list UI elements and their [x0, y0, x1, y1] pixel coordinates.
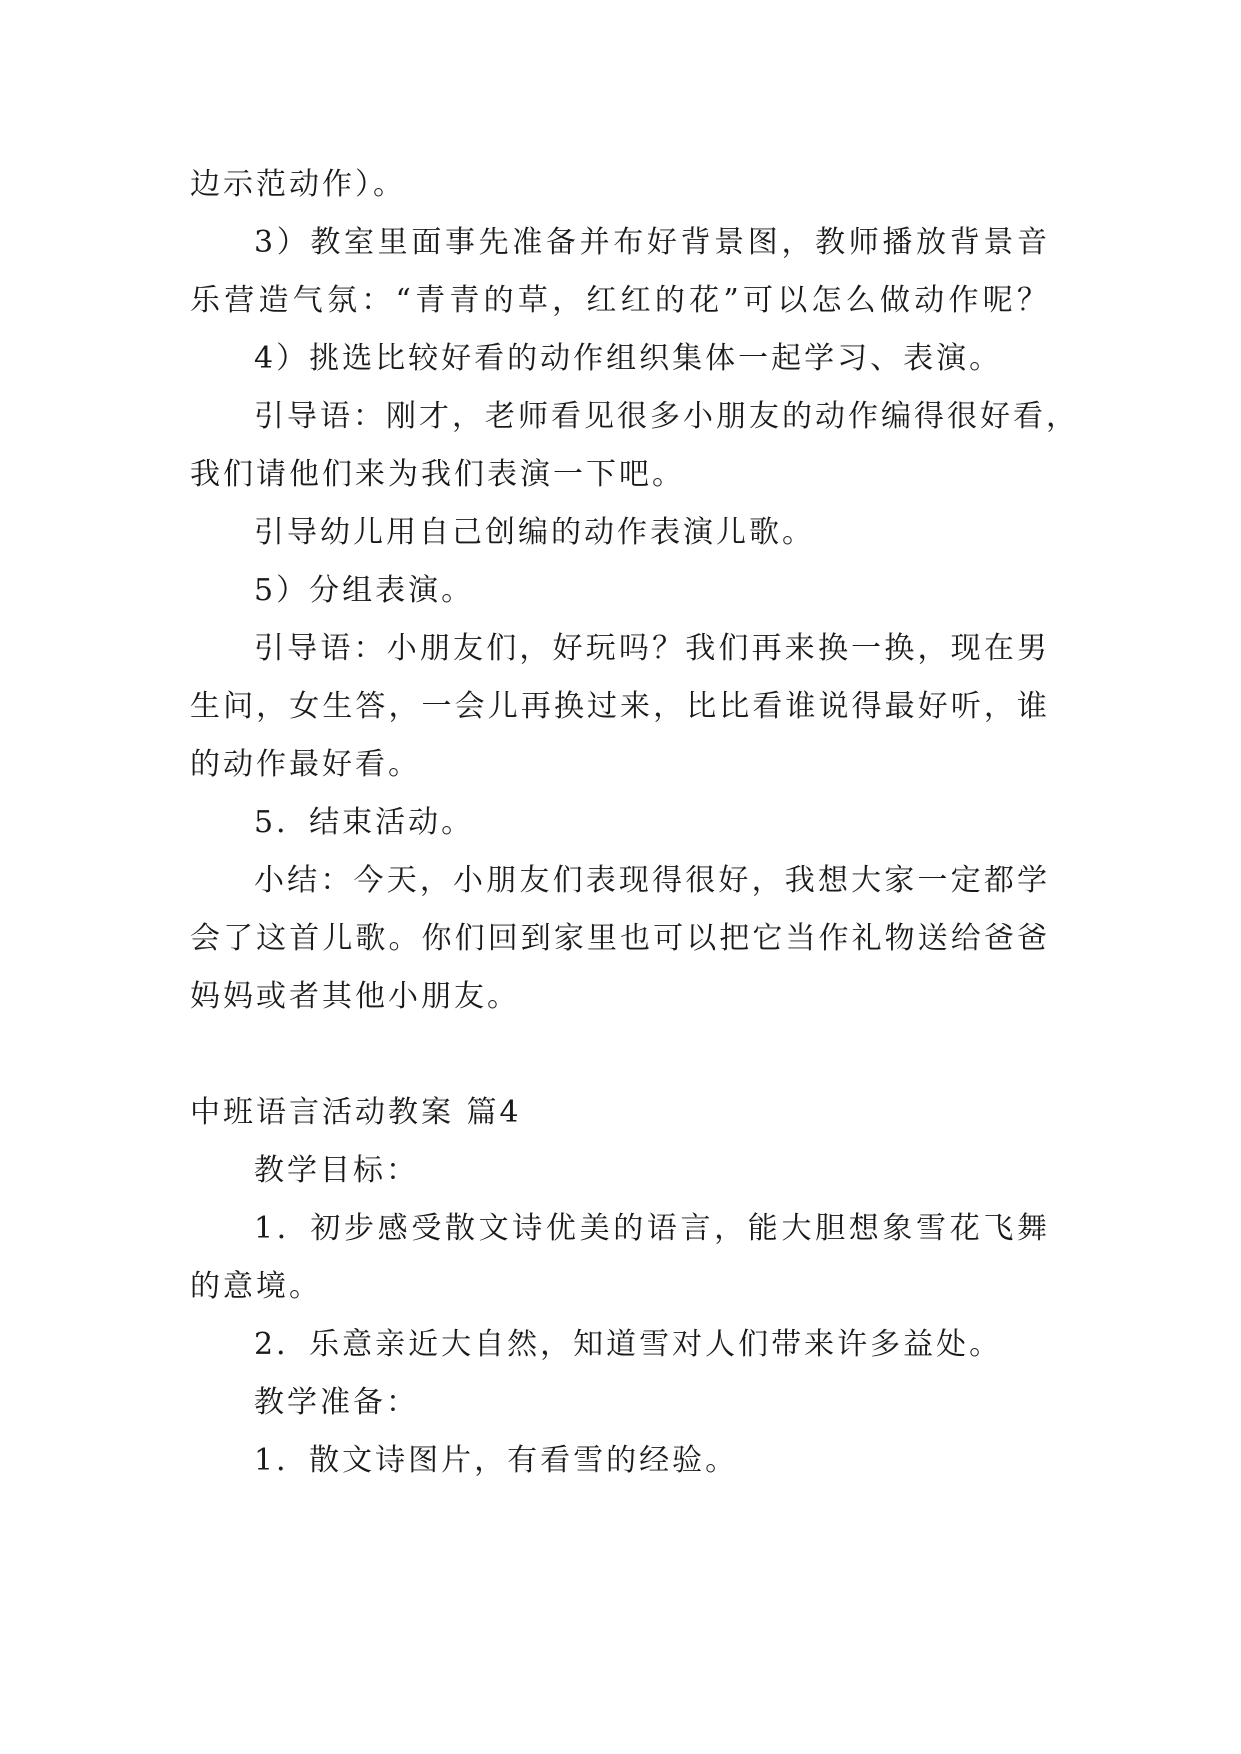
text-line-19: 的意境。 — [190, 1269, 322, 1304]
text-line-1: 边示范动作）。 — [190, 167, 406, 202]
text-line-22: 1．散文诗图片，有看雪的经验。 — [254, 1443, 739, 1478]
text-line-20: 2．乐意亲近大自然，知道雪对人们带来许多益处。 — [254, 1327, 1003, 1362]
text-line-6: 我们请他们来为我们表演一下吧。 — [190, 457, 685, 492]
text-line-13: 小结：今天，小朋友们表现得很好，我想大家一定都学 — [254, 863, 1050, 898]
text-line-8: 5）分组表演。 — [254, 573, 475, 608]
text-line-11: 的动作最好看。 — [190, 747, 421, 782]
text-line-15: 妈妈或者其他小朋友。 — [190, 979, 520, 1014]
text-line-14: 会了这首儿歌。你们回到家里也可以把它当作礼物送给爸爸 — [190, 921, 1050, 956]
text-line-3: 乐营造气氛：“青青的草，红红的花”可以怎么做动作呢？ — [190, 283, 1050, 318]
text-line-18: 1．初步感受散文诗优美的语言，能大胆想象雪花飞舞 — [254, 1211, 1050, 1246]
text-line-12: 5．结束活动。 — [254, 805, 475, 840]
text-line-5: 引导语：刚才，老师看见很多小朋友的动作编得很好看， — [254, 399, 1079, 434]
text-line-4: 4）挑选比较好看的动作组织集体一起学习、表演。 — [254, 341, 1003, 376]
section-heading: 中班语言活动教案 篇4 — [190, 1095, 522, 1130]
text-line-17: 教学目标： — [254, 1153, 419, 1188]
text-line-7: 引导幼儿用自己创编的动作表演儿歌。 — [254, 515, 815, 550]
text-line-10: 生问，女生答，一会儿再换过来，比比看谁说得最好听，谁 — [190, 689, 1050, 724]
text-line-2: 3）教室里面事先准备并布好背景图，教师播放背景音 — [254, 225, 1050, 260]
text-line-21: 教学准备： — [254, 1385, 419, 1420]
text-line-9: 引导语：小朋友们，好玩吗？我们再来换一换，现在男 — [254, 631, 1050, 666]
